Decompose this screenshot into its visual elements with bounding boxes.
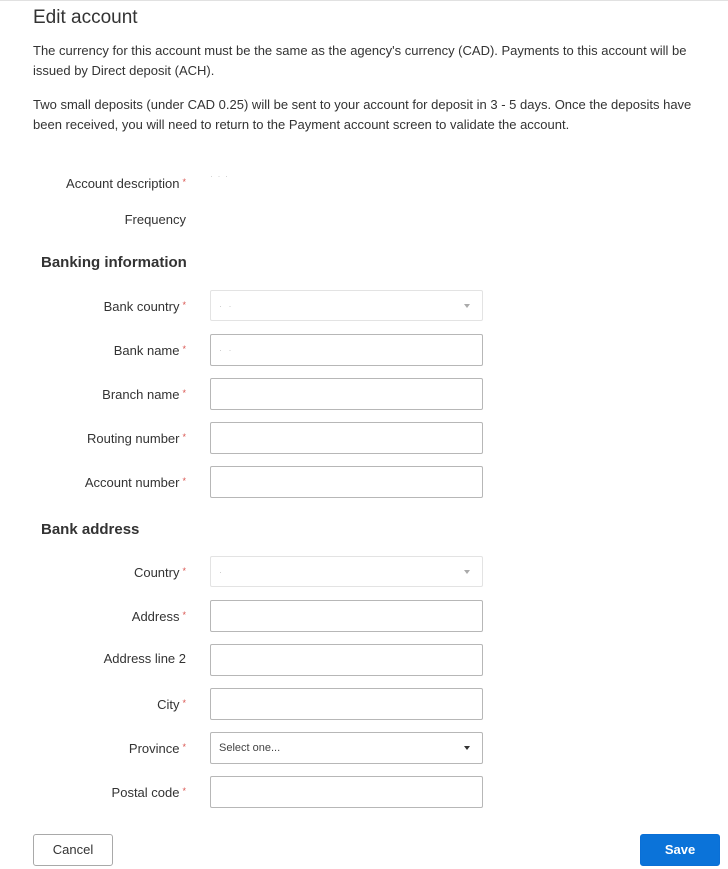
account-number-label: Account number *	[84, 475, 186, 490]
required-marker: *	[182, 476, 186, 486]
account-description-label: Account description *	[66, 176, 186, 191]
chevron-down-icon	[464, 746, 470, 750]
postal-code-field[interactable]	[210, 776, 483, 808]
country-select[interactable]	[210, 556, 483, 587]
account-number-field[interactable]	[210, 466, 483, 498]
bank-name-field[interactable]	[210, 334, 483, 366]
address-input[interactable]	[219, 601, 474, 631]
required-marker: *	[182, 566, 186, 576]
city-label: City *	[157, 697, 186, 712]
required-marker: *	[182, 177, 186, 187]
postal-code-input[interactable]	[219, 777, 474, 807]
cancel-button[interactable]: Cancel	[33, 834, 113, 866]
branch-name-label: Branch name *	[102, 387, 186, 402]
account-description-value: · · ·	[210, 171, 229, 181]
required-marker: *	[182, 610, 186, 620]
deposit-note: Two small deposits (under CAD 0.25) will be sent to your account for deposit in 3 - 5 days. Once the deposits have been received, you will need to return to the Payment account screen to validate the account.	[33, 97, 692, 132]
bank-name-value: · ·	[219, 345, 234, 355]
bank-address-heading: Bank address	[41, 521, 140, 538]
bank-country-select[interactable]	[210, 290, 483, 321]
currency-note: The currency for this account must be the same as the agency's currency (CAD). Payments to this account will be issued by Direct deposit (ACH).	[33, 43, 687, 78]
required-marker: *	[182, 388, 186, 398]
required-marker: *	[182, 300, 186, 310]
bank-country-value: · ·	[219, 301, 234, 311]
address-label: Address *	[131, 609, 186, 624]
chevron-down-icon	[464, 570, 470, 574]
address-line-2-input[interactable]	[219, 645, 474, 675]
required-marker: *	[182, 742, 186, 752]
routing-number-field[interactable]	[210, 422, 483, 454]
bank-country-label: Bank country *	[103, 299, 186, 314]
required-marker: *	[182, 698, 186, 708]
routing-number-label: Routing number *	[86, 431, 186, 446]
required-marker: *	[182, 786, 186, 796]
province-select[interactable]	[210, 732, 483, 764]
bank-name-label: Bank name *	[113, 343, 186, 358]
city-input[interactable]	[219, 689, 474, 719]
country-label: Country *	[133, 565, 186, 580]
page-title: Edit account	[33, 7, 138, 28]
branch-name-input[interactable]	[219, 379, 474, 409]
address-field[interactable]	[210, 600, 483, 632]
city-field[interactable]	[210, 688, 483, 720]
required-marker: *	[182, 432, 186, 442]
address-line-2-label: Address line 2	[103, 651, 186, 666]
save-button[interactable]: Save	[640, 834, 720, 866]
account-number-input[interactable]	[219, 467, 474, 497]
top-divider	[0, 0, 728, 1]
postal-code-label: Postal code *	[111, 785, 186, 800]
routing-number-input[interactable]	[219, 423, 474, 453]
banking-information-heading: Banking information	[41, 254, 187, 271]
frequency-label: Frequency	[124, 212, 186, 227]
required-marker: *	[182, 344, 186, 354]
branch-name-field[interactable]	[210, 378, 483, 410]
province-label: Province *	[128, 741, 186, 756]
chevron-down-icon	[464, 304, 470, 308]
address-line-2-field[interactable]	[210, 644, 483, 676]
country-value: ·	[219, 567, 224, 577]
province-selected-value: Select one...	[219, 742, 281, 754]
